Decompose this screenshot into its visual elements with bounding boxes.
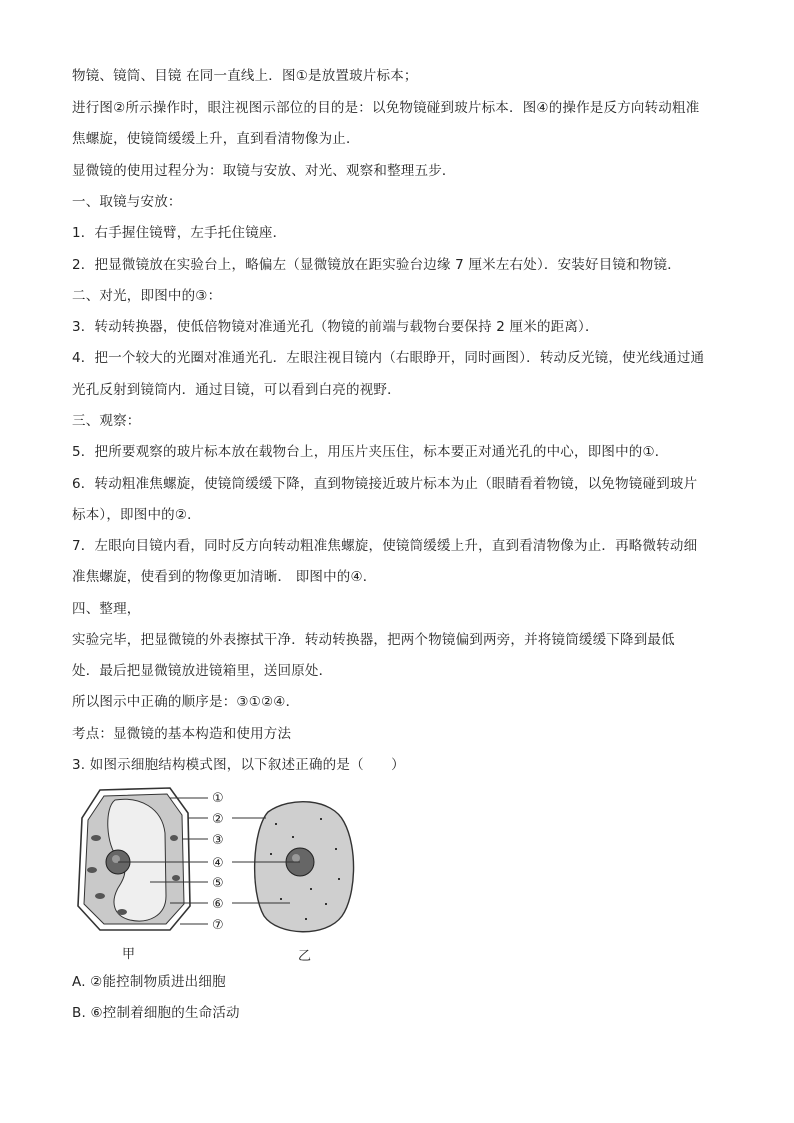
cell-structure-figure — [70, 778, 370, 968]
paragraph: 物镜、镜筒、目镜 在同一直线上．图①是放置玻片标本； — [72, 68, 418, 84]
paragraph: 6．转动粗准焦螺旋，使镜筒缓缓下降，直到物镜接近玻片标本为止（眼睛看着物镜，以免物镜碰到玻片 — [72, 476, 698, 492]
paragraph: 3．转动转换器，使低倍物镜对准通光孔（物镜的前端与载物台要保持 2 厘米的距离）． — [72, 319, 599, 335]
label-3: ③ — [212, 833, 224, 848]
caption-jia: 甲 — [122, 947, 136, 962]
paragraph: 光孔反射到镜筒内．通过目镜，可以看到白亮的视野． — [72, 382, 401, 398]
section-heading: 四、整理， — [72, 601, 141, 617]
section-heading: 三、观察： — [72, 413, 141, 429]
paragraph: 进行图②所示操作时，眼注视图示部位的目的是：以免物镜碰到玻片标本．图④的操作是反方向转动粗准 — [72, 100, 700, 116]
section-heading: 一、取镜与安放： — [72, 194, 182, 210]
paragraph: 4．把一个较大的光圈对准通光孔．左眼注视目镜内（右眼睁开，同时画图）．转动反光镜，使光线通过通 — [72, 350, 705, 366]
section-heading: 二、对光，即图中的③： — [72, 288, 222, 304]
paragraph: 准焦螺旋，使看到的物像更加清晰． 即图中的④． — [72, 569, 377, 585]
paragraph: 显微镜的使用过程分为：取镜与安放、对光、观察和整理五步． — [72, 163, 456, 179]
paragraph: 5．把所要观察的玻片标本放在载物台上，用压片夹压住，标本要正对通光孔的中心，即图中的①． — [72, 444, 669, 460]
label-5: ⑤ — [212, 876, 224, 891]
label-4: ④ — [212, 856, 224, 871]
paragraph: 实验完毕，把显微镜的外表擦拭干净．转动转换器，把两个物镜偏到两旁，并将镜筒缓缓下降到最低 — [72, 632, 675, 648]
label-7: ⑦ — [212, 918, 224, 933]
paragraph: 焦螺旋，使镜筒缓缓上升，直到看清物像为止． — [72, 131, 360, 147]
paragraph: 7．左眼向目镜内看，同时反方向转动粗准焦螺旋，使镜筒缓缓上升，直到看清物像为止．再略微转动细 — [72, 538, 698, 554]
paragraph: 所以图示中正确的顺序是：③①②④． — [72, 694, 300, 710]
option-b: B. ⑥控制着细胞的生命活动 — [72, 1005, 240, 1021]
caption-yi: 乙 — [298, 949, 312, 964]
label-2: ② — [212, 812, 224, 827]
plant-cell — [78, 788, 190, 930]
option-a: A. ②能控制物质进出细胞 — [72, 974, 226, 990]
paragraph: 考点：显微镜的基本构造和使用方法 — [72, 726, 292, 742]
paragraph: 2．把显微镜放在实验台上，略偏左（显微镜放在距实验台边缘 7 厘米左右处）．安装好目镜和物镜． — [72, 257, 681, 273]
label-6: ⑥ — [212, 897, 224, 912]
animal-cell — [255, 802, 354, 932]
paragraph: 处．最后把显微镜放进镜箱里，送回原处． — [72, 663, 333, 679]
label-1: ① — [212, 791, 224, 806]
question-stem: 3. 如图示细胞结构模式图，以下叙述正确的是（ ） — [72, 757, 405, 773]
paragraph: 1．右手握住镜臂，左手托住镜座． — [72, 225, 287, 241]
paragraph: 标本），即图中的②． — [72, 507, 201, 523]
